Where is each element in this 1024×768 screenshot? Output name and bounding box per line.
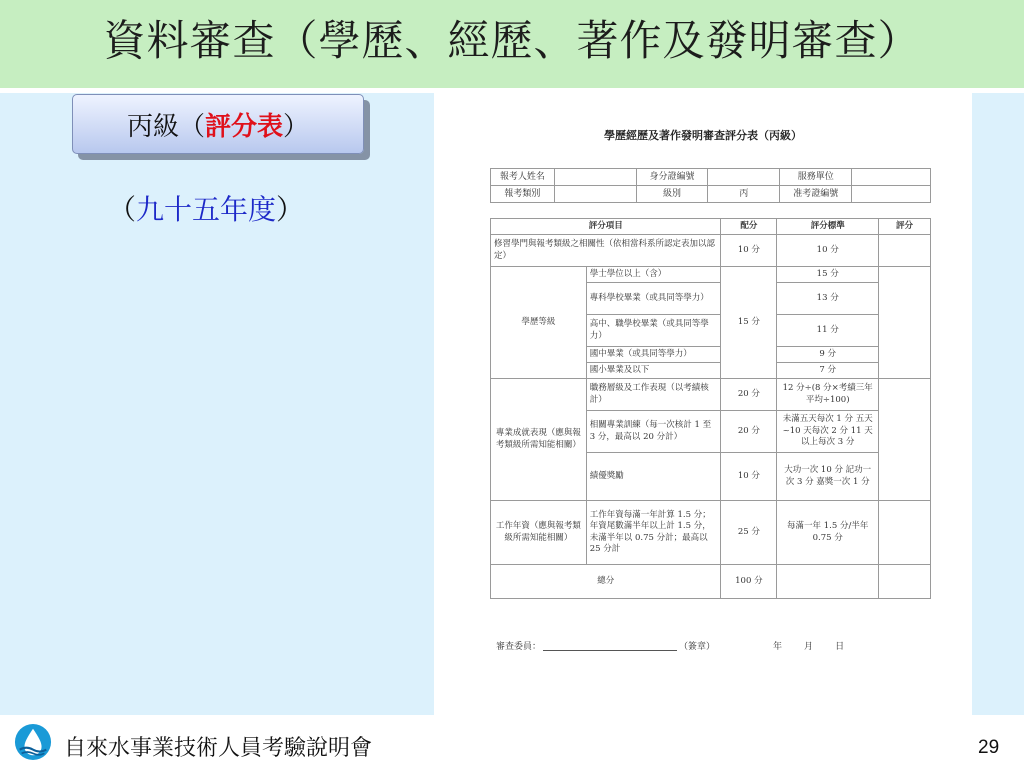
form-title: 學歷經歷及著作發明審查評分表（丙級） bbox=[604, 129, 802, 142]
slide-title: 資料審查（學歷、經歷、著作及發明審查） bbox=[103, 16, 921, 65]
info-cell bbox=[852, 186, 931, 203]
header-points: 配分 bbox=[721, 219, 777, 235]
info-cell: 身分證編號 bbox=[636, 169, 708, 186]
year-label bbox=[108, 188, 304, 228]
info-row bbox=[491, 186, 931, 203]
score-cell bbox=[879, 565, 931, 599]
performance-standard: 大功一次 10 分 記功一次 3 分 嘉獎一次 1 分 bbox=[777, 453, 879, 501]
education-standard: 15 分 bbox=[777, 267, 879, 283]
education-item: 國中畢業（或具同等學力） bbox=[586, 347, 721, 363]
year-highlight: 九十五年度 bbox=[136, 193, 277, 226]
education-category: 學歷等級 bbox=[491, 267, 587, 379]
table-row bbox=[491, 267, 931, 283]
table-row bbox=[491, 235, 931, 267]
info-cell: 丙 bbox=[708, 186, 780, 203]
score-cell bbox=[879, 267, 931, 379]
year-prefix: （ bbox=[108, 193, 137, 226]
grade-suffix: ） bbox=[283, 111, 310, 142]
info-cell: 級別 bbox=[636, 186, 708, 203]
performance-item: 職務層級及工作表現（以考績核計） bbox=[586, 379, 721, 411]
total-label: 總分 bbox=[491, 565, 721, 599]
relevance-standard: 10 分 bbox=[777, 235, 879, 267]
performance-points: 20 分 bbox=[721, 379, 777, 411]
right-panel bbox=[972, 93, 1024, 715]
education-standard: 11 分 bbox=[777, 315, 879, 347]
work-points: 25 分 bbox=[721, 501, 777, 565]
signature-day: 日 bbox=[835, 642, 845, 652]
education-points: 15 分 bbox=[721, 267, 777, 379]
work-category: 工作年資（應與報考類級所需知能相關） bbox=[491, 501, 587, 565]
info-row bbox=[491, 169, 931, 186]
performance-item: 績優獎勵 bbox=[586, 453, 721, 501]
applicant-info-table bbox=[490, 168, 931, 203]
signature-seal: （簽章） bbox=[679, 642, 716, 652]
education-item: 國小畢業及以下 bbox=[586, 363, 721, 379]
score-form-document bbox=[434, 93, 972, 715]
education-item: 高中、職學校畢業（或具同等學力） bbox=[586, 315, 721, 347]
signature-year: 年 bbox=[773, 642, 783, 652]
work-standard: 每滿一年 1.5 分/半年 0.75 分 bbox=[777, 501, 879, 565]
performance-points: 20 分 bbox=[721, 411, 777, 453]
relevance-item: 修習學門與報考類級之相關性（依相當科系所認定表加以認定） bbox=[491, 235, 721, 267]
education-standard: 13 分 bbox=[777, 283, 879, 315]
score-cell bbox=[879, 501, 931, 565]
work-item: 工作年資每滿一年計算 1.5 分；年資尾數滿半年以上計 1.5 分，未滿半年以 0.75 分計；最高以 25 分計 bbox=[586, 501, 721, 565]
info-cell bbox=[554, 169, 636, 186]
table-row bbox=[491, 379, 931, 411]
education-standard: 7 分 bbox=[777, 363, 879, 379]
total-standard bbox=[777, 565, 879, 599]
header-standard: 評分標準 bbox=[777, 219, 879, 235]
score-cell bbox=[879, 379, 931, 501]
relevance-points: 10 分 bbox=[721, 235, 777, 267]
page-number: 29 bbox=[978, 737, 1000, 758]
left-panel bbox=[0, 93, 434, 715]
info-cell: 報考人姓名 bbox=[491, 169, 555, 186]
score-table bbox=[490, 218, 931, 599]
signature-line bbox=[496, 639, 844, 652]
education-standard: 9 分 bbox=[777, 347, 879, 363]
water-drop-logo-icon bbox=[14, 723, 52, 761]
score-cell bbox=[879, 235, 931, 267]
grade-label-button bbox=[72, 94, 364, 154]
header-score: 評分 bbox=[879, 219, 931, 235]
performance-item: 相關專業訓練（每一次核計 1 至 3 分，最高以 20 分計） bbox=[586, 411, 721, 453]
grade-highlight: 評分表 bbox=[204, 111, 283, 142]
year-suffix: ） bbox=[276, 193, 305, 226]
table-row bbox=[491, 501, 931, 565]
info-cell bbox=[708, 169, 780, 186]
total-points: 100 分 bbox=[721, 565, 777, 599]
info-cell: 准考證編號 bbox=[780, 186, 852, 203]
info-cell: 服務單位 bbox=[780, 169, 852, 186]
signature-blank bbox=[543, 641, 677, 651]
performance-category: 專業成就表現（應與報考類級所需知能相關） bbox=[491, 379, 587, 501]
performance-points: 10 分 bbox=[721, 453, 777, 501]
performance-standard: 未滿五天每次 1 分 五天~10 天每次 2 分 11 天以上每次 3 分 bbox=[777, 411, 879, 453]
table-header-row bbox=[491, 219, 931, 235]
signature-label: 審查委員： bbox=[496, 642, 542, 652]
signature-month: 月 bbox=[804, 642, 814, 652]
education-item: 學士學位以上（含） bbox=[586, 267, 721, 283]
grade-prefix: 丙級（ bbox=[126, 111, 205, 142]
info-cell: 報考類別 bbox=[491, 186, 555, 203]
header-item: 評分項目 bbox=[491, 219, 721, 235]
performance-standard: 12 分÷(8 分×考績三年平均÷100) bbox=[777, 379, 879, 411]
education-item: 專科學校畢業（或具同等學力） bbox=[586, 283, 721, 315]
info-cell bbox=[554, 186, 636, 203]
footer-text: 自來水事業技術人員考驗說明會 bbox=[64, 736, 373, 761]
table-row bbox=[491, 565, 931, 599]
info-cell bbox=[852, 169, 931, 186]
